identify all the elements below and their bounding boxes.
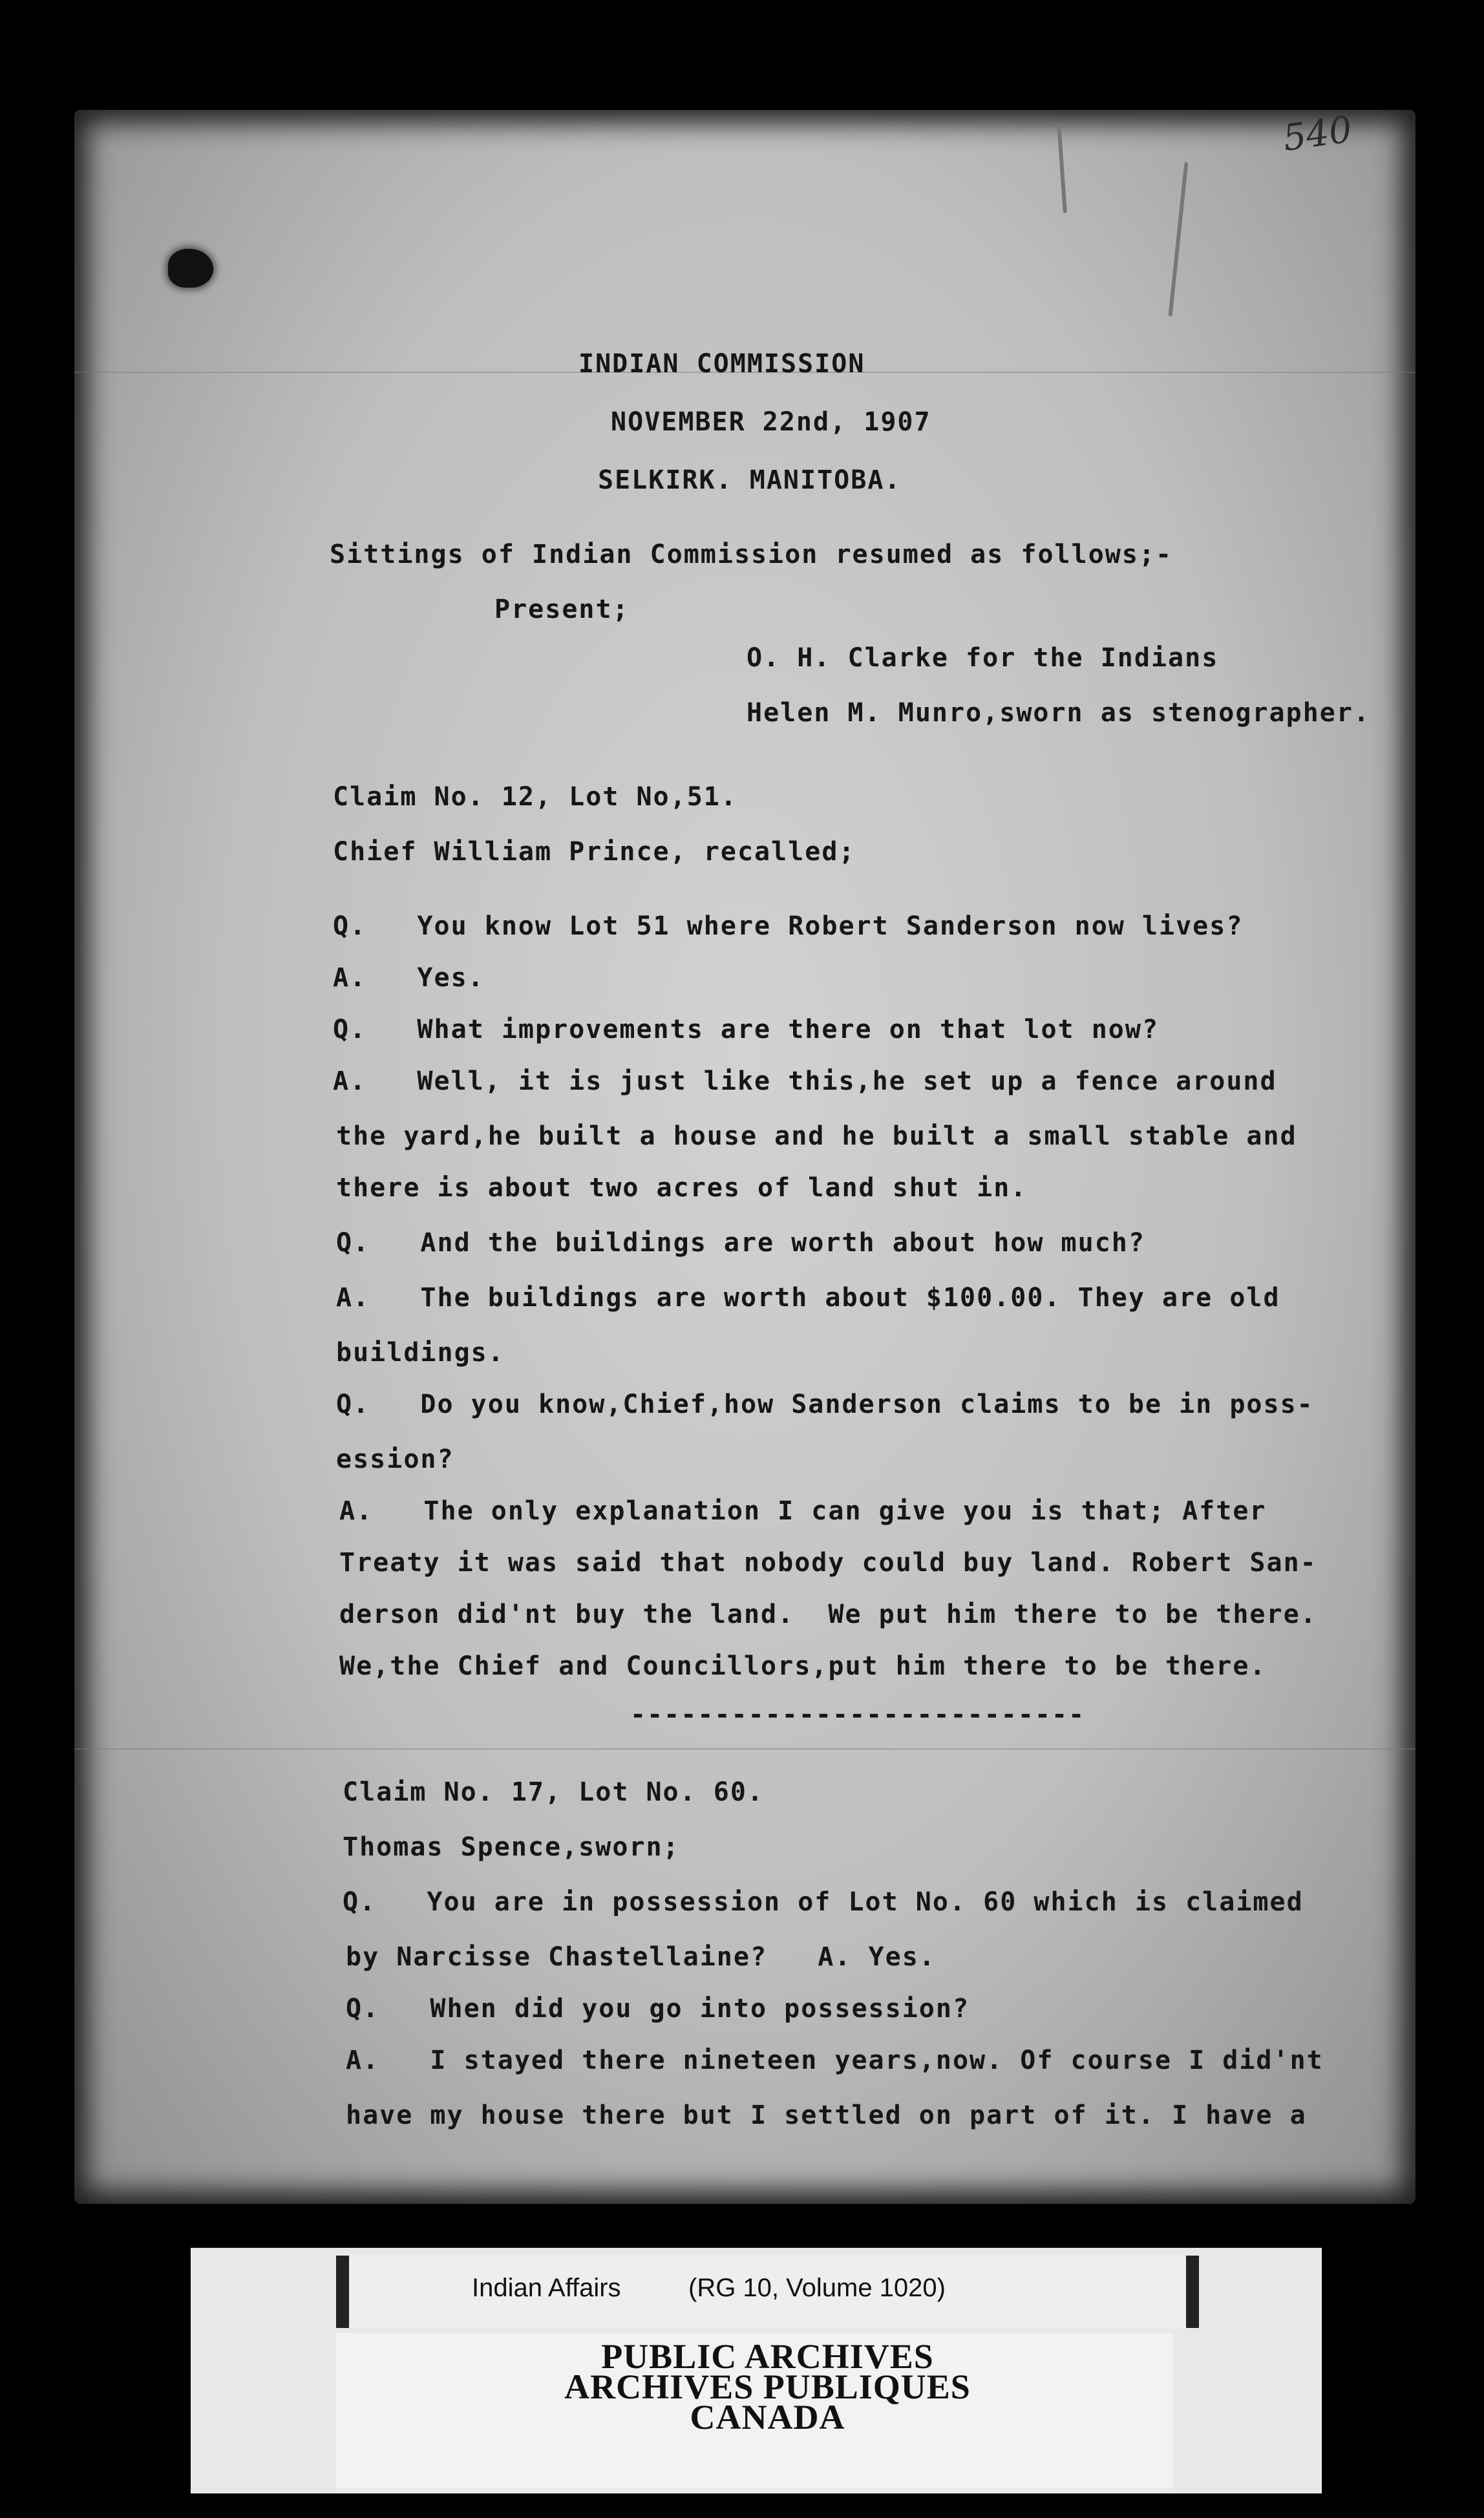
testimony-line: A. I stayed there nineteen years,now. Of course I did'nt [346, 2046, 1324, 2075]
testimony-line: Q. You are in possession of Lot No. 60 which is claimed [343, 1887, 1304, 1917]
header-location: SELKIRK. MANITOBA. [598, 465, 902, 495]
testimony-line: A. Well, it is just like this,he set up a fence around [333, 1066, 1277, 1096]
archive-name-fr: ARCHIVES PUBLIQUES [564, 2367, 971, 2406]
header-title: INDIAN COMMISSION [578, 349, 865, 379]
testimony-line: A. The only explanation I can give you is that; After [339, 1496, 1267, 1526]
intro-sittings: Sittings of Indian Commission resumed as follows;- [330, 540, 1173, 569]
archive-name-en: PUBLIC ARCHIVES [601, 2337, 934, 2376]
witness-heading: Thomas Spence,sworn; [343, 1832, 680, 1862]
testimony-line: A. Yes. [333, 963, 485, 993]
punch-hole [168, 249, 213, 288]
document-page [74, 110, 1415, 2204]
witness-heading: Chief William Prince, recalled; [333, 837, 856, 867]
testimony-line: by Narcisse Chastellaine? A. Yes. [346, 1942, 936, 1972]
testimony-line: Q. And the buildings are worth about how much? [336, 1228, 1145, 1258]
testimony-line: Q. When did you go into possession? [346, 1994, 970, 2024]
testimony-line: there is about two acres of land shut in. [336, 1173, 1028, 1203]
paper-fold-line [74, 1748, 1415, 1750]
attendee-munro: Helen M. Munro,sworn as stenographer. [747, 698, 1371, 728]
intro-present: Present; [494, 595, 630, 624]
paper-crease [1057, 123, 1067, 213]
testimony-line: Treaty it was said that nobody could buy land. Robert San- [339, 1548, 1317, 1578]
section-divider: --------------------------- [630, 1700, 1086, 1730]
archive-country: CANADA [690, 2398, 845, 2437]
claim-heading: Claim No. 12, Lot No,51. [333, 782, 737, 812]
archive-reference: (RG 10, Volume 1020) [688, 2274, 946, 2302]
testimony-line: have my house there but I settled on part of it. I have a [346, 2100, 1307, 2130]
testimony-line: Q. What improvements are there on that lot now? [333, 1015, 1160, 1044]
testimony-line: ession? [336, 1444, 454, 1474]
testimony-line: We,the Chief and Councillors,put him there to be there. [339, 1651, 1267, 1681]
testimony-line: Q. You know Lot 51 where Robert Sanderson now lives? [333, 911, 1244, 941]
testimony-line: A. The buildings are worth about $100.00. They are old [336, 1283, 1280, 1313]
testimony-line: derson did'nt buy the land. We put him there to be there. [339, 1600, 1317, 1629]
claim-heading: Claim No. 17, Lot No. 60. [343, 1777, 765, 1807]
paper-crease [1168, 162, 1188, 316]
testimony-line: the yard,he built a house and he built a small stable and [336, 1121, 1297, 1151]
attendee-clarke: O. H. Clarke for the Indians [747, 643, 1219, 673]
testimony-line: buildings. [336, 1338, 505, 1368]
archive-series: Indian Affairs [472, 2274, 621, 2302]
testimony-line: Q. Do you know,Chief,how Sanderson claims to be in poss- [336, 1390, 1314, 1419]
page-number: 540 [1280, 108, 1355, 160]
header-date: NOVEMBER 22nd, 1907 [611, 407, 931, 437]
